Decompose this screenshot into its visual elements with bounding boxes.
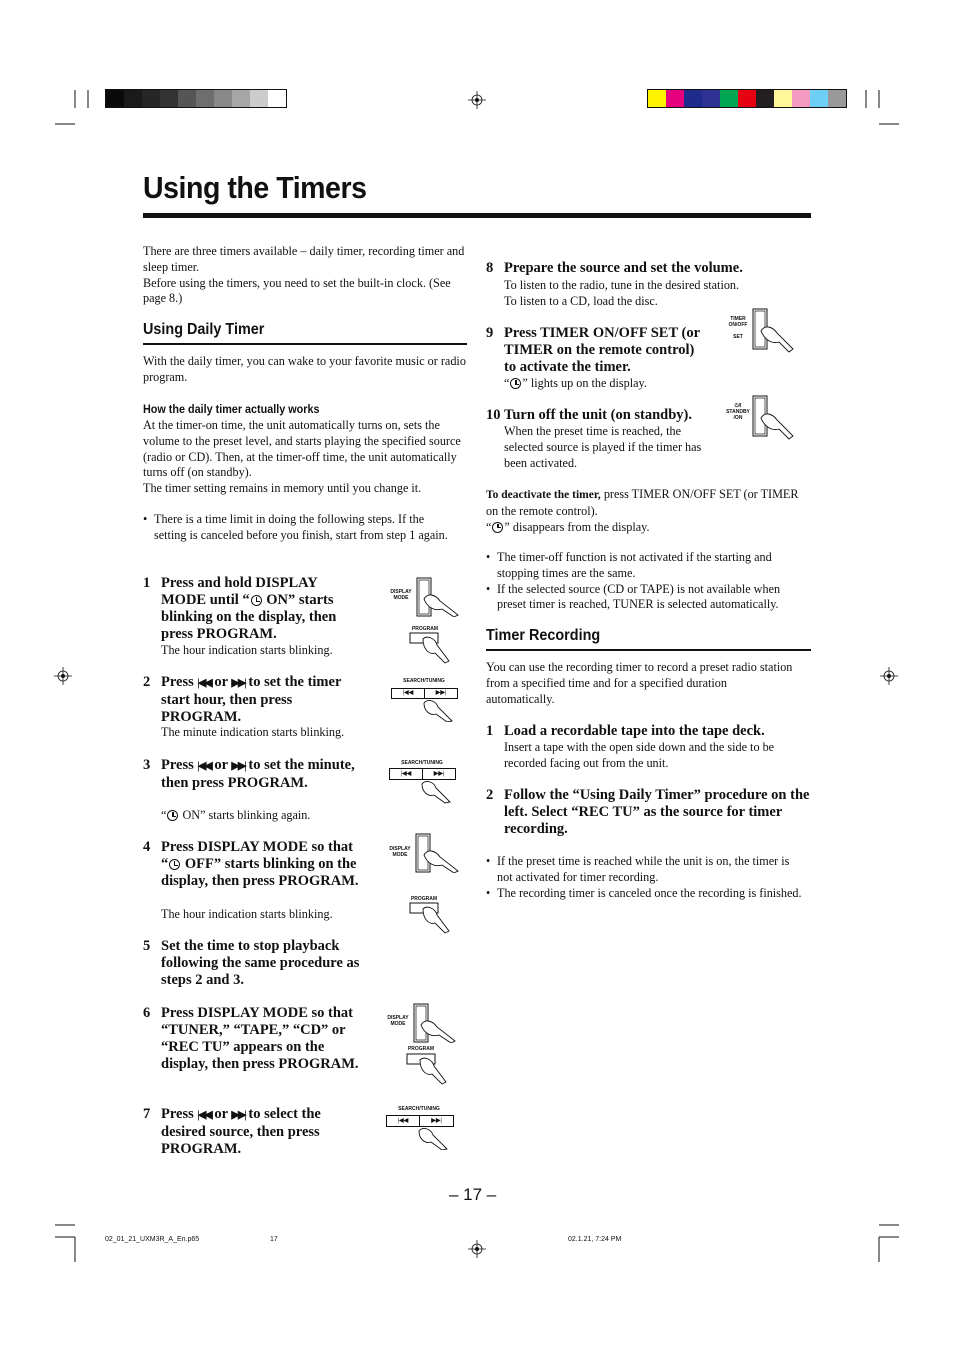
standby-label: ⏻/I STANDBY /ON xyxy=(726,403,750,421)
next-button: ▶▶| xyxy=(422,768,456,780)
step-number: 8 xyxy=(486,260,494,276)
finger-press-icon xyxy=(725,394,795,442)
finger-press-icon xyxy=(381,1003,456,1043)
search-tuning-illustration xyxy=(390,677,460,722)
step-instruction: Set the time to stop playback following the same procedure as steps 2 and 3. xyxy=(161,938,360,988)
step-number: 5 xyxy=(143,938,151,954)
page-number: – 17 – xyxy=(449,1185,497,1204)
footer-date: 02.1.21, 7:24 PM xyxy=(568,1236,622,1243)
color-swatch xyxy=(738,90,756,107)
timer-on-off-label: TIMER ON/OFF xyxy=(728,316,748,328)
color-swatch xyxy=(160,90,178,107)
step-number: 9 xyxy=(486,325,494,341)
color-swatch xyxy=(142,90,160,107)
search-tuning-label: SEARCH/TUNING xyxy=(398,1106,440,1112)
step-instruction: Press DISPLAY MODE so that “TUNER,” “TAPE,” “CD” or “REC TU” appears on the display, then press PROGRAM. xyxy=(161,1005,359,1072)
next-icon: ▶▶| xyxy=(231,760,245,772)
next-button: ▶▶| xyxy=(424,688,458,699)
program-label: PROGRAM xyxy=(410,896,438,902)
step-number: 1 xyxy=(486,723,494,739)
color-swatch xyxy=(792,90,810,107)
next-button: ▶▶| xyxy=(419,1115,454,1127)
intro-paragraph: Before using the timers, you need to set the built-in clock. (See page 8.) xyxy=(143,275,451,306)
note-item: • If the selected source (CD or TAPE) is not available when preset timer is reached, TUNER is selected automatically. xyxy=(486,582,804,614)
finger-press-icon xyxy=(402,1045,447,1085)
color-swatch xyxy=(232,90,250,107)
step-number: 3 xyxy=(143,757,151,773)
finger-press-icon xyxy=(725,307,795,355)
color-calibration-bar xyxy=(647,89,847,108)
step-description: The minute indication starts blinking. xyxy=(161,725,345,739)
color-swatch xyxy=(810,90,828,107)
clock-icon xyxy=(251,595,262,606)
color-swatch xyxy=(666,90,684,107)
note-item: • The timer-off function is not activated if the starting and stopping times are the same. xyxy=(486,550,804,582)
step-description: Insert a tape with the open side down and the side to be recorded facing out from the unit. xyxy=(504,740,775,770)
previous-icon: |◀◀ xyxy=(197,1109,211,1121)
finger-press-icon xyxy=(405,895,450,935)
step-description: The hour indication starts blinking. xyxy=(161,643,333,657)
step-number: 4 xyxy=(143,839,151,855)
deactivate-text: To deactivate the timer, press TIMER ON/OFF SET (or TIMER on the remote control). “ ” disappears from the display. xyxy=(486,487,799,534)
step-number: 6 xyxy=(143,1005,151,1021)
step-instruction: Press TIMER ON/OFF SET (or TIMER on the remote control) to activate the timer. xyxy=(504,325,700,375)
search-tuning-label: SEARCH/TUNING xyxy=(403,678,445,684)
color-swatch xyxy=(214,90,232,107)
color-swatch xyxy=(828,90,846,107)
how-paragraph: At the timer-on time, the unit automatically turns on, sets the volume to the preset level, and starts playing the specified source (radio or CD). Then, at the timer-off time, the unit automatically turns off (on standby). xyxy=(143,418,461,480)
step-number: 1 xyxy=(143,575,151,591)
color-swatch xyxy=(702,90,720,107)
step-description: When the preset time is reached, the selected source is played if the timer has been activated. xyxy=(504,424,702,470)
step-instruction: Turn off the unit (on standby). xyxy=(504,407,693,423)
section-heading-recording: Timer Recording xyxy=(486,627,601,644)
step-instruction: Press |◀◀ or ▶▶| to select the desired source, then press PROGRAM. xyxy=(161,1106,321,1157)
step-description: To listen to the radio, tune in the desired station. To listen to a CD, load the disc. xyxy=(504,278,740,308)
note-item: • There is a time limit in doing the following steps. If the setting is canceled before you finish, start from step 1 again. xyxy=(143,512,455,544)
set-label: SET xyxy=(733,334,743,340)
grayscale-calibration-bar xyxy=(105,89,287,108)
finger-press-icon xyxy=(384,833,459,873)
footer-filename: 02_01_21_UXM3R_A_En.p65 xyxy=(105,1236,200,1243)
page-title: Using the Timers xyxy=(143,170,367,205)
daily-notes xyxy=(486,550,804,613)
step-description: “ ” lights up on the display. xyxy=(504,376,647,390)
display-mode-label: DISPLAY MODE xyxy=(390,589,412,601)
step-instruction: Press |◀◀ or ▶▶| to set the timer start hour, then press PROGRAM. xyxy=(161,674,342,725)
recording-notes xyxy=(486,854,804,901)
finger-press-icon xyxy=(390,677,460,722)
program-illustration xyxy=(402,1045,447,1085)
section-rule xyxy=(143,343,467,345)
note-item: • If the preset time is reached while the unit is on, the timer is not activated for timer recording. xyxy=(486,854,804,886)
color-swatch xyxy=(268,90,286,107)
finger-press-icon xyxy=(388,759,458,804)
clock-icon xyxy=(167,810,178,821)
color-swatch xyxy=(124,90,142,107)
display-mode-illustration xyxy=(384,833,459,873)
step-description: The hour indication starts blinking. xyxy=(161,907,333,921)
prev-button: |◀◀ xyxy=(391,688,425,699)
color-swatch xyxy=(720,90,738,107)
color-swatch xyxy=(196,90,214,107)
section-rule xyxy=(486,649,811,651)
standby-illustration xyxy=(725,394,795,442)
previous-icon: |◀◀ xyxy=(197,677,211,689)
display-mode-label: DISPLAY MODE xyxy=(387,1015,409,1027)
step-number: 7 xyxy=(143,1106,151,1122)
color-swatch xyxy=(756,90,774,107)
memory-paragraph: The timer setting remains in memory until you change it. xyxy=(143,481,422,496)
program-illustration xyxy=(405,625,450,665)
step-instruction: Prepare the source and set the volume. xyxy=(504,260,743,276)
step-number: 2 xyxy=(486,787,494,803)
display-mode-illustration xyxy=(381,1003,456,1043)
color-swatch xyxy=(250,90,268,107)
finger-press-icon xyxy=(384,577,459,617)
prev-button: |◀◀ xyxy=(389,768,423,780)
intro-text xyxy=(143,244,468,307)
deactivate-label: To deactivate the timer, xyxy=(486,489,601,501)
step-number: 10 xyxy=(486,407,501,423)
daily-intro: With the daily timer, you can wake to your favorite music or radio program. xyxy=(143,354,466,384)
program-label: PROGRAM xyxy=(407,1046,435,1052)
subheading-how: How the daily timer actually works xyxy=(143,402,320,416)
search-tuning-illustration xyxy=(388,759,458,804)
finger-press-icon xyxy=(385,1105,457,1150)
color-swatch xyxy=(774,90,792,107)
clock-icon xyxy=(492,522,503,533)
previous-icon: |◀◀ xyxy=(197,760,211,772)
clock-icon xyxy=(169,859,180,870)
display-mode-illustration xyxy=(384,577,459,617)
intro-paragraph: There are three timers available – daily timer, recording timer and sleep timer. xyxy=(143,244,465,274)
color-swatch xyxy=(648,90,666,107)
display-mode-label: DISPLAY MODE xyxy=(389,846,411,858)
next-icon: ▶▶| xyxy=(231,1109,245,1121)
color-swatch xyxy=(178,90,196,107)
step-instruction: Press |◀◀ or ▶▶| to set the minute, then press PROGRAM. xyxy=(161,757,355,791)
timer-on-off-illustration xyxy=(725,307,795,355)
title-rule xyxy=(143,213,811,218)
recording-intro: You can use the recording timer to record a preset radio station from a specified time and for a specified duration automatically. xyxy=(486,660,793,706)
color-swatch xyxy=(684,90,702,107)
footer-page: 17 xyxy=(270,1236,278,1243)
step-instruction: Press DISPLAY MODE so that “ OFF” starts blinking on the display, then press PROGRAM. xyxy=(161,839,359,889)
search-tuning-illustration xyxy=(385,1105,457,1150)
clock-icon xyxy=(510,378,521,389)
section-heading-daily: Using Daily Timer xyxy=(143,321,265,338)
prev-button: |◀◀ xyxy=(386,1115,420,1127)
next-icon: ▶▶| xyxy=(231,677,245,689)
step-number: 2 xyxy=(143,674,151,690)
color-swatch xyxy=(106,90,124,107)
program-label: PROGRAM xyxy=(411,626,439,632)
program-illustration xyxy=(405,895,450,935)
note-item: • The recording timer is canceled once the recording is finished. xyxy=(486,886,804,902)
step-description: “ ON” starts blinking again. xyxy=(161,808,311,822)
how-text xyxy=(143,418,468,497)
step-instruction: Press and hold DISPLAY MODE until “ ON” starts blinking on the display, then press PROGRAM. xyxy=(161,575,337,642)
step-instruction: Follow the “Using Daily Timer” procedure on the left. Select “REC TU” as the source for timer recording. xyxy=(504,787,810,837)
time-limit-note xyxy=(143,512,455,544)
search-tuning-label: SEARCH/TUNING xyxy=(401,760,443,766)
finger-press-icon xyxy=(405,625,450,665)
step-instruction: Load a recordable tape into the tape deck. xyxy=(504,723,765,739)
